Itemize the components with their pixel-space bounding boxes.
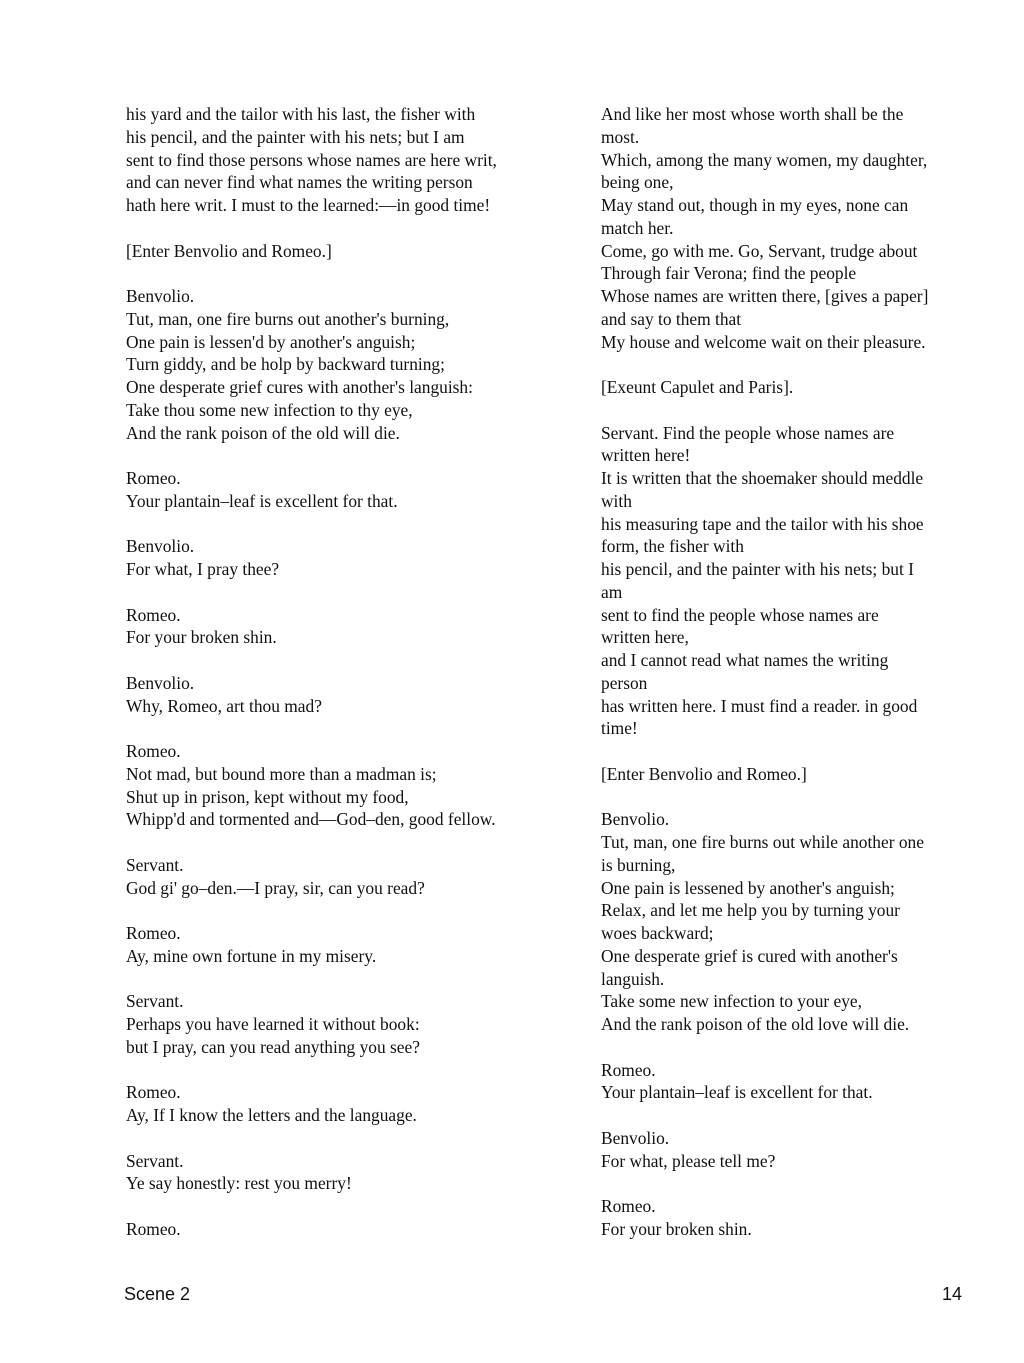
text-line: Servant.: [126, 991, 184, 1012]
text-line: One desperate grief cures with another's languish:: [126, 377, 473, 397]
text-line: Benvolio.: [601, 809, 670, 830]
text-line: Romeo.: [126, 1082, 181, 1103]
text-line: Take thou some new infection to thy eye,: [126, 399, 413, 420]
text-line: One pain is lessened by another's anguish;: [601, 877, 895, 898]
text-line: and say to them that: [601, 308, 742, 329]
text-line: and can never find what names the writing person: [126, 172, 473, 193]
text-line: Perhaps you have learned it without book:: [126, 1014, 420, 1034]
text-line: Shut up in prison, kept without my food,: [126, 786, 409, 807]
text-line: Benvolio.: [126, 536, 195, 557]
text-line: written here,: [601, 627, 689, 648]
blank-line: [126, 262, 556, 285]
blank-line: [601, 399, 971, 422]
text-line: May stand out, though in my eyes, none can: [601, 195, 909, 215]
text-line: with: [601, 490, 632, 511]
text-line: sent to find the people whose names are: [601, 604, 879, 625]
text-line: his yard and the tailor with his last, the fisher with: [126, 104, 476, 124]
blank-line: [126, 1059, 556, 1082]
text-line: Which, among the many women, my daughter,: [601, 149, 928, 170]
text-line: and I cannot read what names the writing: [601, 650, 889, 670]
right-text-column: [601, 103, 971, 1241]
blank-line: [601, 1172, 971, 1195]
text-line: One desperate grief is cured with another's: [601, 945, 898, 966]
text-line: Benvolio.: [126, 672, 195, 693]
text-line: person: [601, 672, 648, 693]
text-line: For your broken shin.: [601, 1218, 752, 1239]
text-line: sent to find those persons whose names are here writ,: [126, 149, 497, 170]
text-line: And the rank poison of the old love will die.: [601, 1014, 910, 1034]
text-line: hath here writ. I must to the learned:––in good time!: [126, 195, 491, 215]
text-line: has written here. I must find a reader. in good: [601, 695, 918, 716]
blank-line: [601, 786, 971, 809]
text-line: but I pray, can you read anything you see?: [126, 1036, 420, 1057]
text-line: Servant.: [126, 1150, 184, 1171]
text-line: Romeo.: [126, 923, 181, 943]
blank-line: [126, 444, 556, 467]
text-line: For your broken shin.: [126, 627, 277, 648]
text-line: Turn giddy, and be holp by backward turning;: [126, 354, 445, 375]
text-line: being one,: [601, 172, 674, 193]
text-line: Relax, and let me help you by turning your: [601, 900, 900, 921]
text-line: Whose names are written there, [gives a paper]: [601, 286, 929, 306]
blank-line: [126, 1127, 556, 1150]
text-line: Romeo.: [601, 1059, 656, 1080]
left-text-column: [126, 103, 556, 1241]
blank-line: [601, 353, 971, 376]
text-line: For what, please tell me?: [601, 1150, 776, 1171]
blank-line: [126, 831, 556, 854]
blank-line: [126, 1195, 556, 1218]
text-line: woes backward;: [601, 923, 714, 943]
text-line: Benvolio.: [126, 286, 195, 306]
text-line: [Enter Benvolio and Romeo.]: [601, 763, 807, 784]
text-line: God gi' go–den.––I pray, sir, can you read?: [126, 877, 425, 898]
text-line: [Enter Benvolio and Romeo.]: [126, 240, 332, 261]
blank-line: [126, 513, 556, 536]
text-line: Romeo.: [126, 1218, 181, 1239]
blank-line: [601, 1104, 971, 1127]
text-line: Romeo.: [126, 468, 181, 488]
text-line: Why, Romeo, art thou mad?: [126, 695, 322, 716]
text-line: written here!: [601, 445, 691, 466]
text-line: most.: [601, 126, 640, 147]
blank-line: [126, 968, 556, 991]
text-line: Benvolio.: [601, 1127, 670, 1148]
text-line: his measuring tape and the tailor with his shoe: [601, 513, 924, 534]
text-line: Ay, mine own fortune in my misery.: [126, 945, 377, 966]
text-line: Not mad, but bound more than a madman is;: [126, 763, 437, 784]
text-line: is burning,: [601, 854, 676, 875]
text-line: Tut, man, one fire burns out another's burning,: [126, 308, 450, 329]
text-line: time!: [601, 718, 638, 739]
text-line: Tut, man, one fire burns out while another one: [601, 832, 924, 852]
text-line: Romeo.: [601, 1196, 656, 1216]
text-line: form, the fisher with: [601, 536, 744, 557]
text-line: Whipp'd and tormented and––God–den, good fellow.: [126, 809, 496, 830]
blank-line: [126, 717, 556, 740]
text-line: Ye say honestly: rest you merry!: [126, 1173, 352, 1194]
text-line: his pencil, and the painter with his nets; but I: [601, 559, 914, 579]
text-line: And the rank poison of the old will die.: [126, 422, 400, 443]
text-line: Servant.: [126, 854, 184, 875]
text-line: Come, go with me. Go, Servant, trudge about: [601, 240, 918, 261]
text-line: his pencil, and the painter with his nets; but I am: [126, 126, 465, 147]
text-line: Through fair Verona; find the people: [601, 263, 857, 284]
blank-line: [126, 217, 556, 240]
text-line: Ay, If I know the letters and the language.: [126, 1105, 417, 1125]
text-line: For what, I pray thee?: [126, 559, 280, 579]
blank-line: [126, 899, 556, 922]
text-line: Take some new infection to your eye,: [601, 991, 863, 1012]
blank-line: [126, 649, 556, 672]
footer-page-number: 14: [941, 1284, 962, 1304]
text-line: And like her most whose worth shall be the: [601, 104, 904, 124]
text-line: Your plantain–leaf is excellent for that.: [601, 1082, 873, 1103]
blank-line: [126, 581, 556, 604]
text-line: Servant. Find the people whose names are: [601, 422, 895, 443]
text-line: languish.: [601, 968, 665, 989]
text-line: My house and welcome wait on their pleasure.: [601, 331, 926, 352]
text-line: Romeo.: [126, 741, 181, 761]
text-line: am: [601, 581, 623, 602]
text-line: It is written that the shoemaker should meddle: [601, 468, 924, 488]
text-line: Romeo.: [126, 604, 181, 625]
footer-section-label: Scene 2: [124, 1284, 191, 1304]
text-line: match her.: [601, 217, 674, 238]
blank-line: [601, 1036, 971, 1059]
text-line: [Exeunt Capulet and Paris].: [601, 377, 794, 397]
blank-line: [601, 740, 971, 763]
text-line: Your plantain–leaf is excellent for that.: [126, 490, 398, 511]
text-line: One pain is lessen'd by another's anguish;: [126, 331, 416, 352]
